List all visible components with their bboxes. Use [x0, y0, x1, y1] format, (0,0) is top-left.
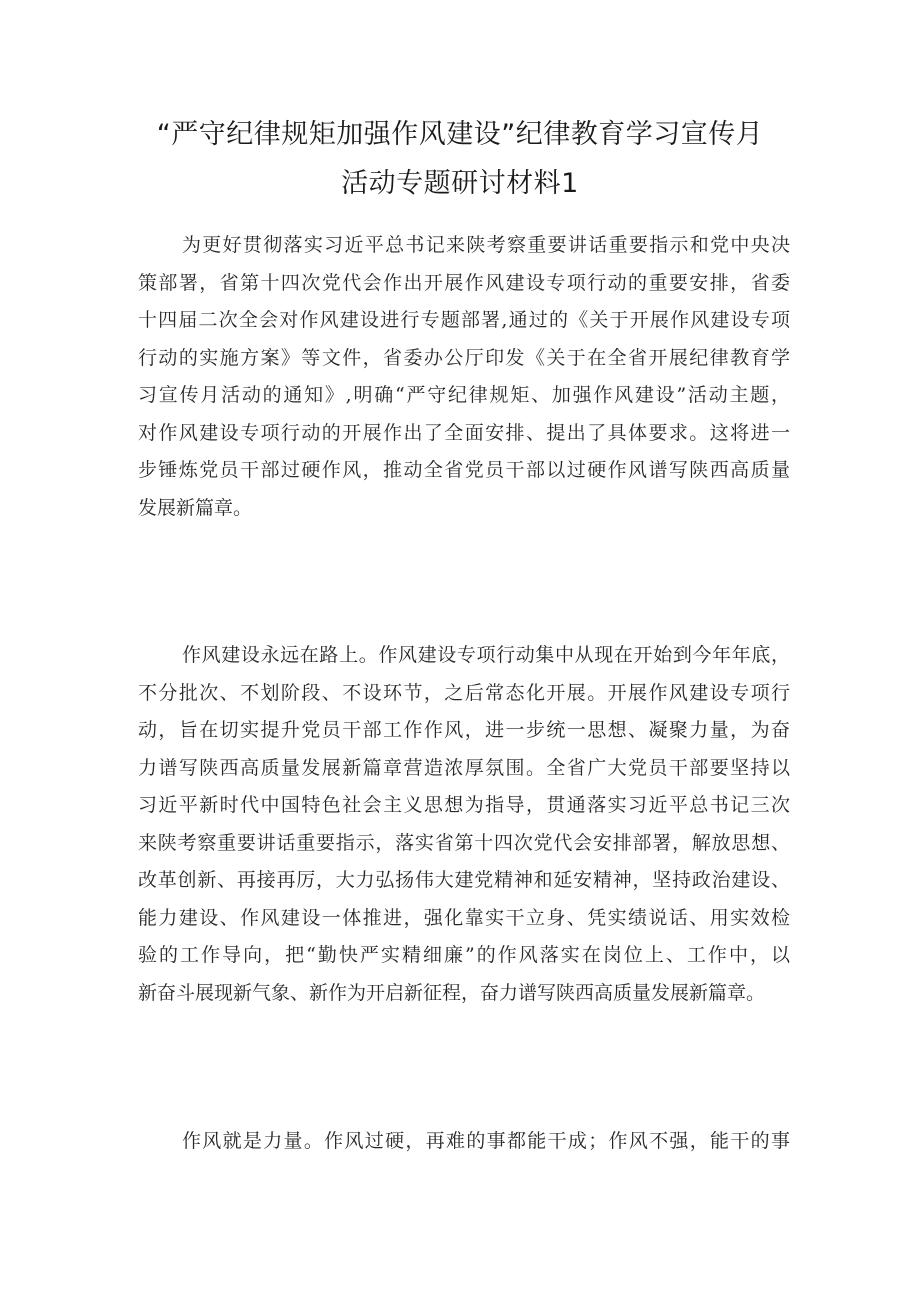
- paragraph-line: 发展新篇章。: [138, 496, 253, 519]
- paragraph-1: [138, 227, 790, 527]
- paragraph-line: 十四届二次全会对作风建设进行专题部署,通过的《关于开展作风建设专项: [138, 309, 790, 331]
- document-title-line-1: “严守纪律规矩加强作风建设”纪律教育学习宣传月: [156, 119, 764, 150]
- paragraph-line: 行动的实施方案》等文件，省委办公厅印发《关于在全省开展纪律教育学: [138, 346, 790, 369]
- paragraph-line: 作风建设永远在路上。作风建设专项行动集中从现在开始到今年年底，: [182, 644, 790, 666]
- paragraph-line: 验的工作导向，把“勤快严实精细廉”的作风落实在岗位上、工作中，以: [138, 944, 790, 966]
- paragraph-line: 习宣传月活动的通知》,明确“严守纪律规矩、加强作风建设”活动主题，: [138, 384, 790, 406]
- paragraph-line: 作风就是力量。作风过硬，再难的事都能干成；作风不强，能干的事: [182, 1130, 790, 1152]
- document-title-line-2: 活动专题研讨材料1: [341, 168, 579, 199]
- paragraph-line: 策部署，省第十四次党代会作出开展作风建设专项行动的重要安排，省委: [138, 271, 790, 294]
- paragraph-line: 动，旨在切实提升党员干部工作作风，进一步统一思想、凝聚力量，为奋: [138, 719, 790, 741]
- paragraph-line: 对作风建设专项行动的开展作出了全面安排、提出了具体要求。这将进一: [138, 421, 790, 444]
- paragraph-line: 改革创新、再接再厉，大力弘扬伟大建党精神和延安精神，坚持政治建设、: [138, 869, 790, 891]
- paragraph-line: 习近平新时代中国特色社会主义思想为指导，贯通落实习近平总书记三次: [138, 794, 790, 816]
- paragraph-line: 来陕考察重要讲话重要指示，落实省第十四次党代会安排部署，解放思想、: [138, 831, 790, 854]
- paragraph-line: 步锤炼党员干部过硬作风，推动全省党员干部以过硬作风谱写陕西高质量: [138, 459, 790, 481]
- paragraph-line: 新奋斗展现新气象、新作为开启新征程，奋力谱写陕西高质量发展新篇章。: [138, 981, 766, 1004]
- paragraph-line: 能力建设、作风建设一体推进，强化靠实干立身、凭实绩说话、用实效检: [138, 906, 790, 929]
- paragraph-line: 为更好贯彻落实习近平总书记来陕考察重要讲话重要指示和党中央决: [182, 234, 790, 256]
- paragraph-line: 力谱写陕西高质量发展新篇章营造浓厚氛围。全省广大党员干部要坚持以: [138, 756, 790, 779]
- paragraph-3: [138, 1123, 790, 1161]
- paragraph-line: 不分批次、不划阶段、不设环节，之后常态化开展。开展作风建设专项行: [138, 681, 790, 704]
- paragraph-2: [138, 637, 790, 1012]
